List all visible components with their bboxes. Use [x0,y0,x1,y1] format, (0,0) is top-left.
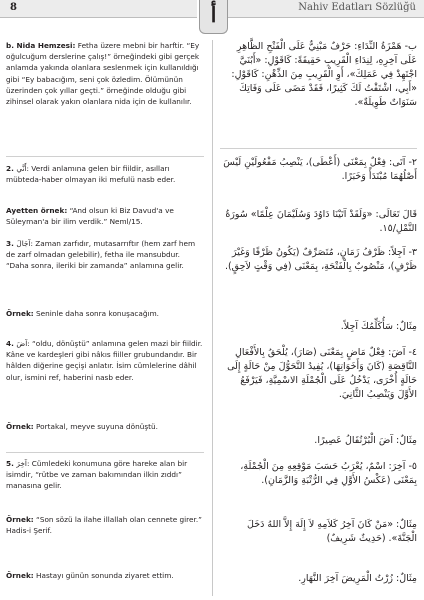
entry-text: : Verdi anlamına gelen bir fiildir, asılları mübteda-haber olmayan iki mefulü nasb eder. [6,164,176,185]
example-heading: Örnek: [6,309,34,318]
arabic-example: مِثَالٌ: آضَ الْبُرْتُقَالُ عَصِيرًا. [314,435,417,446]
header-bar-left [0,0,197,18]
entry-heading: 4. [6,339,17,348]
entry-heading: 3. [6,239,17,248]
arabic-example: مِثَالٌ: سَأُكَلِّمُكَ آجِلاً. [340,321,417,332]
example-text: “And olsun ki Biz Davud'a ve Süleyman'a bir ilim verdik.” Neml/15. [6,206,174,227]
arabic-entry-4: ٤- آضَ: فِعْلٌ مَاضٍ بِمَعْنَى (صَارَ)، يُلْحَقُ بِالأَفْعَالِ النَّاقِصَةِ (كَانَ وَأَخَوَاتِهَا)، يُفِيدُ التَّحَوُّلَ مِنْ حَالَةٍ إِلَى حَالَةٍ أُخْرَى، يَدْخُلُ عَلَى الْجُمْلَةِ الاسْمِيَّةِ، فَيَرْفَعُ الأَوَّلَ وَيَنْصِبُ الثَّانِيَ. [227,347,417,400]
column-divider [212,40,213,596]
entry-nida-hemzesi [6,40,203,107]
entry-heading: b. Nida Hemzesi: [6,41,76,50]
entry-divider [220,148,417,149]
book-title: Nahiv Edatları Sözlüğü [298,2,416,13]
example-heading: Ayetten örnek: [6,206,68,215]
entry-text: : “oldu, dönüştü” anlamına gelen mazi bir fiildir. Kâne ve kardeşleri gibi nâkıs fiiller grubundandır. Bir hâlden diğerine geçişi anlatır. İsim cümlelerine dâhil olur, ismini ref, haberini nasb eder. [6,339,203,382]
arabic-entry-3: ٣- آجِلاً: ظَرْفُ زَمَانٍ، مُتَصَرِّفٌ (يَكُونُ ظَرْفًا وَغَيْرَ ظَرْفٍ)، مَنْصُوبٌ بِالْفَتْحَةِ، بِمَعْنَى (فِي وَقْتٍ لاَحِقٍ). [224,247,417,272]
entry-heading: 5. [6,459,17,468]
example-text: Portakal, meyve suyuna dönüştü. [33,422,158,431]
entry-2 [6,163,203,185]
verse-example [6,205,203,227]
example-text: “Son sözü la ilahe illallah olan cennete girer.” Hadis-i Şerif. [6,515,202,536]
entry-divider [6,156,204,157]
example-heading: Örnek: [6,571,34,580]
arabic-verse-example: قَالَ تَعَالَى: «وَلَقَدْ آتَيْنَا دَاوُدَ وَسُلَيْمَانَ عِلْمًا» سُورَةُ النَّمْلِ/١٥. [225,209,417,234]
example [6,421,203,432]
section-letter-tab: أ [199,0,228,34]
arabic-entry-5: ٥- آخِرَ: اسْمٌ، يُعْرَبُ حَسَبَ مَوْقِعِهِ مِنَ الْجُمْلَةِ، بِمَعْنَى (عَكْسُ الأَوَّلِ فِي الرُّتْبَةِ وَالزَّمَانِ). [240,461,417,486]
page-number: 8 [10,2,17,13]
example-heading: Örnek: [6,515,34,524]
entry-5 [6,458,203,492]
entry-text: : Cümledeki konumuna göre hareke alan bir isimdir, “rütbe ve zaman bakımından ilkin zıddı” manasına gelir. [6,459,188,491]
example-heading: Örnek: [6,422,34,431]
arabic-entry-nida: ب- هَمْزَةُ النِّدَاءِ: حَرْفٌ مَبْنِيٌّ عَلَى الْفَتْحِ الظَّاهِرِ عَلَى آخِرِهِ، لِنِدَاءِ الْقَرِيبِ حَقِيقَةً: كَاقَوْلِ: «أَبُنَيَّ اجْتَهِدْ فِي عَمَلِكَ»، أَوِ الْقَرِيبِ مِنَ الذِّهْنِ: كَاقَوْلِ: «أَبِي، اشْتَقْتُ لَكَ كَثِيرًا، فَقَدْ مَضَى عَلَى وَفَاتِكَ سَنَوَاتٌ طَوِيلَةٌ». [231,41,417,108]
example [6,308,203,319]
example-text: Hastayı günün sonunda ziyaret ettim. [33,571,174,580]
entry-arabic-term: آخِرَ [16,459,27,468]
entry-3 [6,238,203,272]
entry-arabic-term: آجَالَ [16,239,31,248]
entry-arabic-term: آضَ [16,339,28,348]
arabic-example: مِثَالٌ: زُرْتُ الْمَرِيضَ آخِرَ النَّهَارِ. [298,573,417,584]
example [6,570,203,581]
entry-divider [6,452,204,453]
hadith-example [6,514,203,536]
entry-text: : Zaman zarfıdır, mutasarrıftır (hem zarf hem de zarf olmadan gelebilir), fetha ile mansubdur. “Daha sonra, ileriki bir zamanda” anlamına gelir. [6,239,196,271]
entry-text: Fetha üzere mebni bir harftir. “Ey oğulcuğum derslerine çalış!” örneğindeki gibi gerçek anlamda yakında olanlara seslenmek için kullanıldığı gibi “Ey babacığım, seni çok özledim. Ölümünün üzerinden çok yıllar geçti.” örneğinde olduğu gibi zihinsel olarak yakın olanlara nida için de kullanılır. [6,41,200,107]
arabic-entry-2: ٢- آتَى: فِعْلٌ بِمَعْنَى (أَعْطَى)، يَنْصِبُ مَفْعُولَيْنِ لَيْسَ أَصْلُهُمَا مُبْتَدَأً وَخَبَرًا. [223,157,417,182]
header-bar-right [228,0,424,18]
entry-4 [6,338,203,383]
entry-arabic-term: أَنَّي [16,164,27,173]
arabic-hadith-example: مِثَالٌ: «مَنْ كَانَ آخِرُ كَلاَمِهِ لاَ إِلَهَ إِلاَّ اللهُ دَخَلَ الْجَنَّةَ». (حَدِيثٌ شَرِيفٌ) [247,519,417,544]
example-text: Seninle daha sonra konuşacağım. [33,309,159,318]
entry-heading: 2. [6,164,17,173]
